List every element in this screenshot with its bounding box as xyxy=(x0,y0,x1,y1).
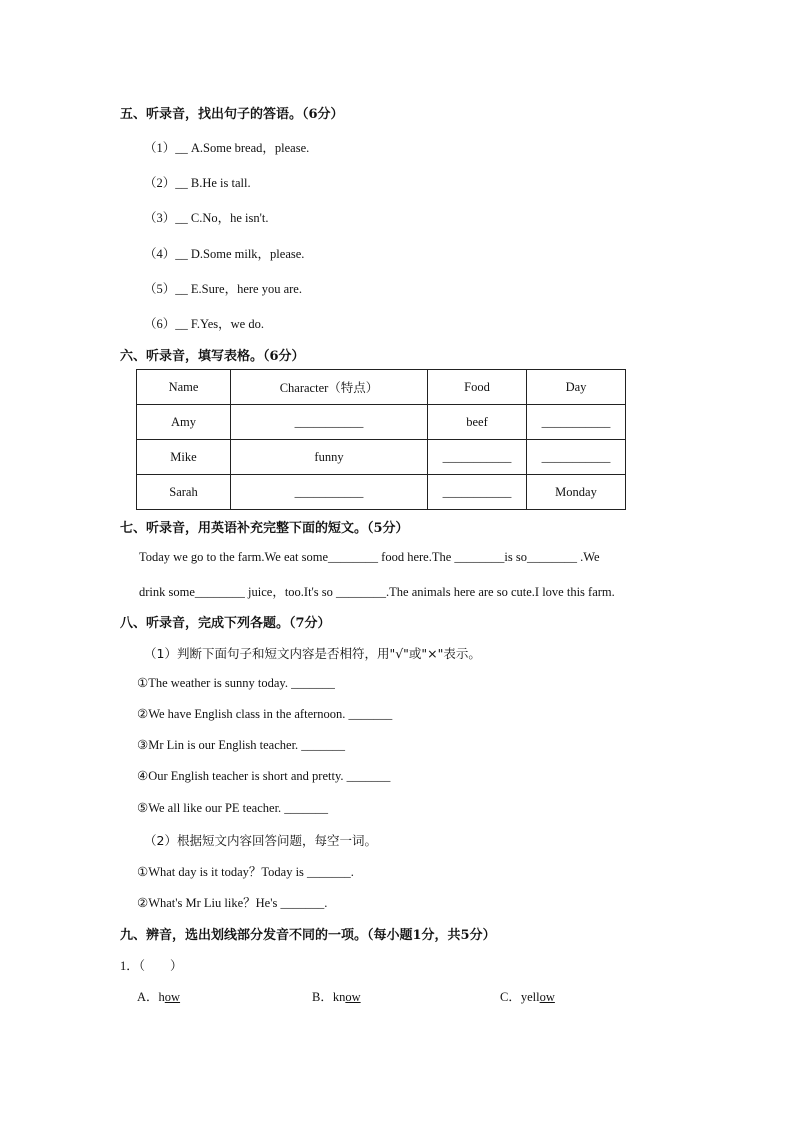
judgement-item: ④Our English teacher is short and pretty. _______ xyxy=(137,769,391,783)
table-cell: Monday xyxy=(527,475,626,510)
answer-blank[interactable]: __ xyxy=(175,141,188,155)
passage-line-2: drink some________ juice，too.It's so ________.The animals here are so cute.I love this farm. xyxy=(139,585,615,599)
item-text: A.Some bread，please. xyxy=(190,141,310,155)
table-row xyxy=(137,440,626,475)
fill-in-table xyxy=(136,369,626,510)
table-row xyxy=(137,475,626,510)
table-cell: Amy xyxy=(137,405,231,440)
judgement-item: ②We have English class in the afternoon. _______ xyxy=(137,707,393,721)
item-text: D.Some milk，please. xyxy=(190,247,305,261)
item-text: F.Yes，we do. xyxy=(190,317,264,331)
passage-line-1: Today we go to the farm.We eat some________ food here.The ________is so________ .We xyxy=(139,550,600,564)
table-cell: funny xyxy=(231,440,428,475)
table-cell-blank[interactable]: ___________ xyxy=(527,440,626,475)
table-cell: Mike xyxy=(137,440,231,475)
part-2-instruction: （2）根据短文内容回答问题，每空一词。 xyxy=(144,833,377,848)
item-number: （3） xyxy=(144,211,176,225)
option-b[interactable] xyxy=(312,987,361,1005)
table-cell: beef xyxy=(428,405,527,440)
column-header: Day xyxy=(527,370,626,405)
question-item: ②What's Mr Liu like？He's _______. xyxy=(137,896,328,910)
option-letter: B． xyxy=(312,990,333,1004)
section-9-title: 九、辨音，选出划线部分发音不同的一项。（每小题1分，共5分） xyxy=(120,928,496,943)
section-8-title: 八、听录音，完成下列各题。（7分） xyxy=(120,616,331,631)
item-number: （4） xyxy=(144,247,176,261)
column-header: Name xyxy=(137,370,231,405)
list-item xyxy=(144,314,264,332)
option-letter: A． xyxy=(137,990,159,1004)
section-6-title: 六、听录音，填写表格。（6分） xyxy=(120,349,305,364)
column-header: Food xyxy=(428,370,527,405)
section-5-title: 五、听录音，找出句子的答语。（6分） xyxy=(120,107,344,122)
table-cell-blank[interactable]: ___________ xyxy=(527,405,626,440)
section-7-title: 七、听录音，用英语补充完整下面的短文。（5分） xyxy=(120,521,409,536)
part-1-instruction: （1）判断下面句子和短文内容是否相符，用"√"或"×"表示。 xyxy=(144,646,481,661)
judgement-item: ⑤We all like our PE teacher. _______ xyxy=(137,801,329,815)
list-item xyxy=(144,138,309,156)
item-text: E.Sure，here you are. xyxy=(190,282,302,296)
question-item: ①What day is it today？Today is _______. xyxy=(137,865,354,879)
table-cell-blank[interactable]: ___________ xyxy=(428,440,527,475)
table-cell-blank[interactable]: ___________ xyxy=(231,405,428,440)
table-row xyxy=(137,405,626,440)
answer-blank[interactable]: __ xyxy=(175,317,188,331)
table-cell: Sarah xyxy=(137,475,231,510)
table-header-row xyxy=(137,370,626,405)
underlined-part: ow xyxy=(539,990,555,1004)
table-cell-blank[interactable]: ___________ xyxy=(428,475,527,510)
judgement-item: ①The weather is sunny today. _______ xyxy=(137,676,335,690)
option-a[interactable] xyxy=(137,987,180,1005)
answer-blank[interactable]: __ xyxy=(175,176,188,190)
item-text: B.He is tall. xyxy=(190,176,251,190)
option-letter: C． xyxy=(500,990,521,1004)
list-item xyxy=(144,244,304,262)
answer-blank[interactable]: __ xyxy=(175,211,188,225)
item-text: C.No，he isn't. xyxy=(190,211,269,225)
option-word-part: h xyxy=(158,990,165,1004)
item-number: （2） xyxy=(144,176,176,190)
question-1-label: 1．（ ） xyxy=(120,959,183,973)
item-number: （5） xyxy=(144,282,176,296)
list-item xyxy=(144,279,302,297)
underlined-part: ow xyxy=(345,990,361,1004)
table-cell-blank[interactable]: ___________ xyxy=(231,475,428,510)
underlined-part: ow xyxy=(164,990,181,1004)
column-header: Character（特点） xyxy=(231,370,428,405)
answer-blank[interactable]: __ xyxy=(175,282,188,296)
option-word-part: kn xyxy=(332,990,346,1004)
answer-blank[interactable]: __ xyxy=(175,247,188,261)
item-number: （6） xyxy=(144,317,176,331)
option-c[interactable] xyxy=(500,987,555,1005)
list-item xyxy=(144,208,269,226)
list-item xyxy=(144,173,251,191)
judgement-item: ③Mr Lin is our English teacher. _______ xyxy=(137,738,346,752)
item-number: （1） xyxy=(144,141,176,155)
option-word-part: yell xyxy=(520,990,540,1004)
